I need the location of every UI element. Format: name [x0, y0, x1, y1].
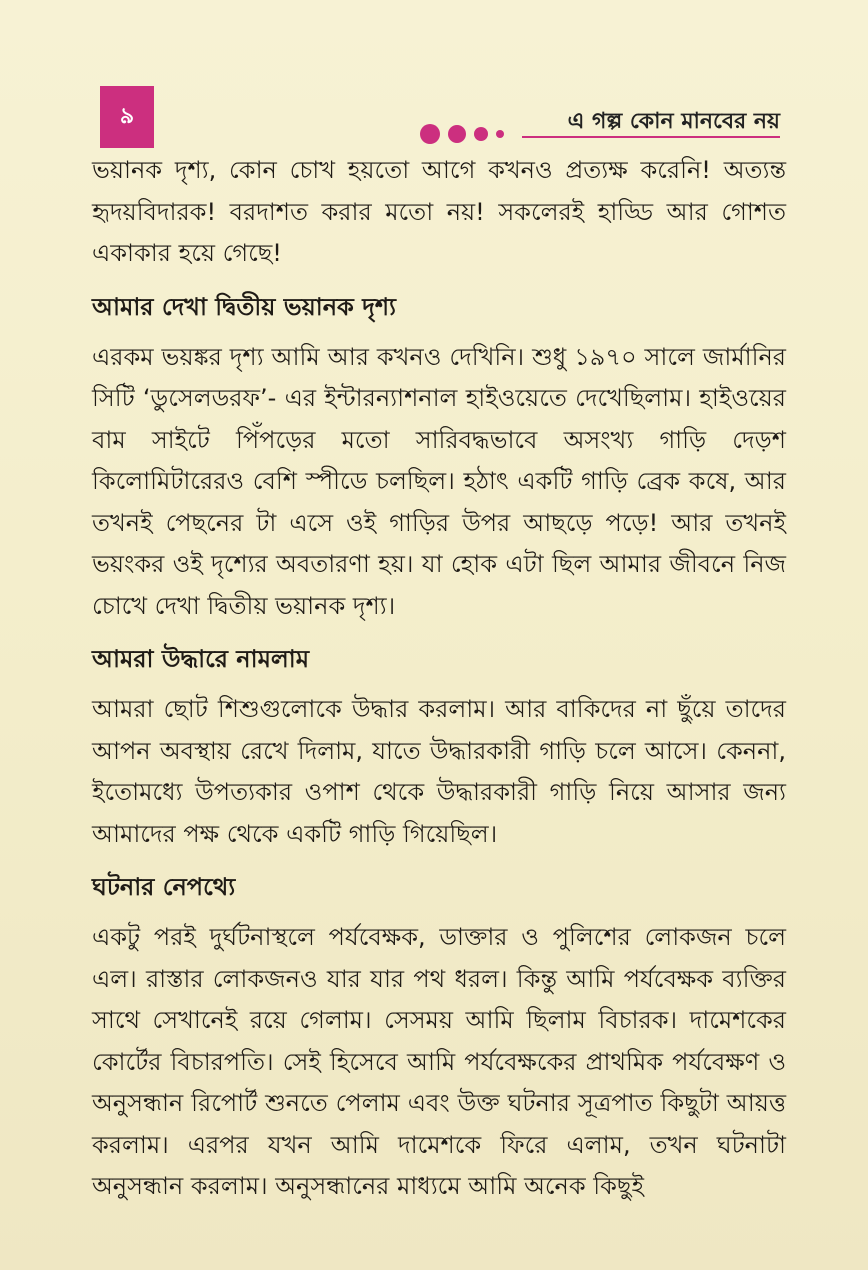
ornament-dot	[420, 124, 440, 144]
ornament-dot	[474, 127, 488, 141]
paragraph: ভয়ানক দৃশ্য, কোন চোখ হয়তো আগে কখনও প্রত্যক্ষ করেনি! অত্যন্ত হৃদয়বিদারক! বরদাশত করার মতো নয়! সকলেরই হাড্ডি আর গোশত একাকার হয়ে গেছে!	[92, 156, 786, 267]
paragraph: আমরা ছোট শিশুগুলোকে উদ্ধার করলাম। আর বাকিদের না ছুঁয়ে তাদের আপন অবস্থায় রেখে দিলাম, যাতে উদ্ধারকারী গাড়ি চলে আসে। কেননা, ইতোমধ্যে উপত্যকার ওপাশ থেকে উদ্ধারকারী গাড়ি নিয়ে আসার জন্য আমাদের পক্ষ থেকে একটি গাড়ি গিয়েছিল।	[92, 695, 786, 848]
header-rule	[522, 136, 780, 138]
page-body	[92, 150, 786, 1208]
section-heading: ঘটনার নেপথ্যে	[92, 873, 236, 901]
running-title: এ গল্প কোন মানবের নয়	[567, 109, 780, 134]
paragraph: এরকম ভয়ঙ্কর দৃশ্য আমি আর কখনও দেখিনি। শুধু ১৯৭০ সালে জার্মানির সিটি ‘ডুসেলডরফ’- এর ইন্টারন্যাশনাল হাইওয়েতে দেখেছিলাম। হাইওয়ের বাম সাইটে পিঁপড়ের মতো সারিবদ্ধভাবে অসংখ্য গাড়ি দেড়শ কিলোমিটারেরও বেশি স্পীডে চলছিল। হঠাৎ একটি গাড়ি ব্রেক কষে, আর তখনই পেছনের টা এসে ওই গাড়ির উপর আছড়ে পড়ে! আর তখনই ভয়ংকর ওই দৃশ্যের অবতারণা হয়। যা হোক এটা ছিল আমার জীবনে নিজ চোখে দেখা দ্বিতীয় ভয়ানক দৃশ্য।	[92, 342, 786, 620]
ornament-dot	[448, 125, 466, 143]
page-number-badge: ৯	[100, 86, 154, 148]
ornament-dot	[496, 130, 504, 138]
paragraph: একটু পরই দুর্ঘটনাস্থলে পর্যবেক্ষক, ডাক্তার ও পুলিশের লোকজন চলে এল। রাস্তার লোকজনও যার যার পথ ধরল। কিন্তু আমি পর্যবেক্ষক ব্যক্তির সাথে সেখানেই রয়ে গেলাম। সেসময় আমি ছিলাম বিচারক। দামেশকের কোর্টের বিচারপতি। সেই হিসেবে আমি পর্যবেক্ষকের প্রাথমিক পর্যবেক্ষণ ও অনুসন্ধান রিপোর্ট শুনতে পেলাম এবং উক্ত ঘটনার সূত্রপাত কিছুটা আয়ত্ত করলাম। এরপর যখন আমি দামেশকে ফিরে এলাম, তখন ঘটনাটা অনুসন্ধান করলাম। অনুসন্ধানের মাধ্যমে আমি অনেক কিছুই	[92, 923, 786, 1200]
section-heading: আমার দেখা দ্বিতীয় ভয়ানক দৃশ্য	[92, 292, 396, 321]
section-heading: আমরা উদ্ধারে নামলাম	[92, 645, 310, 673]
header-dots-ornament	[420, 124, 504, 144]
